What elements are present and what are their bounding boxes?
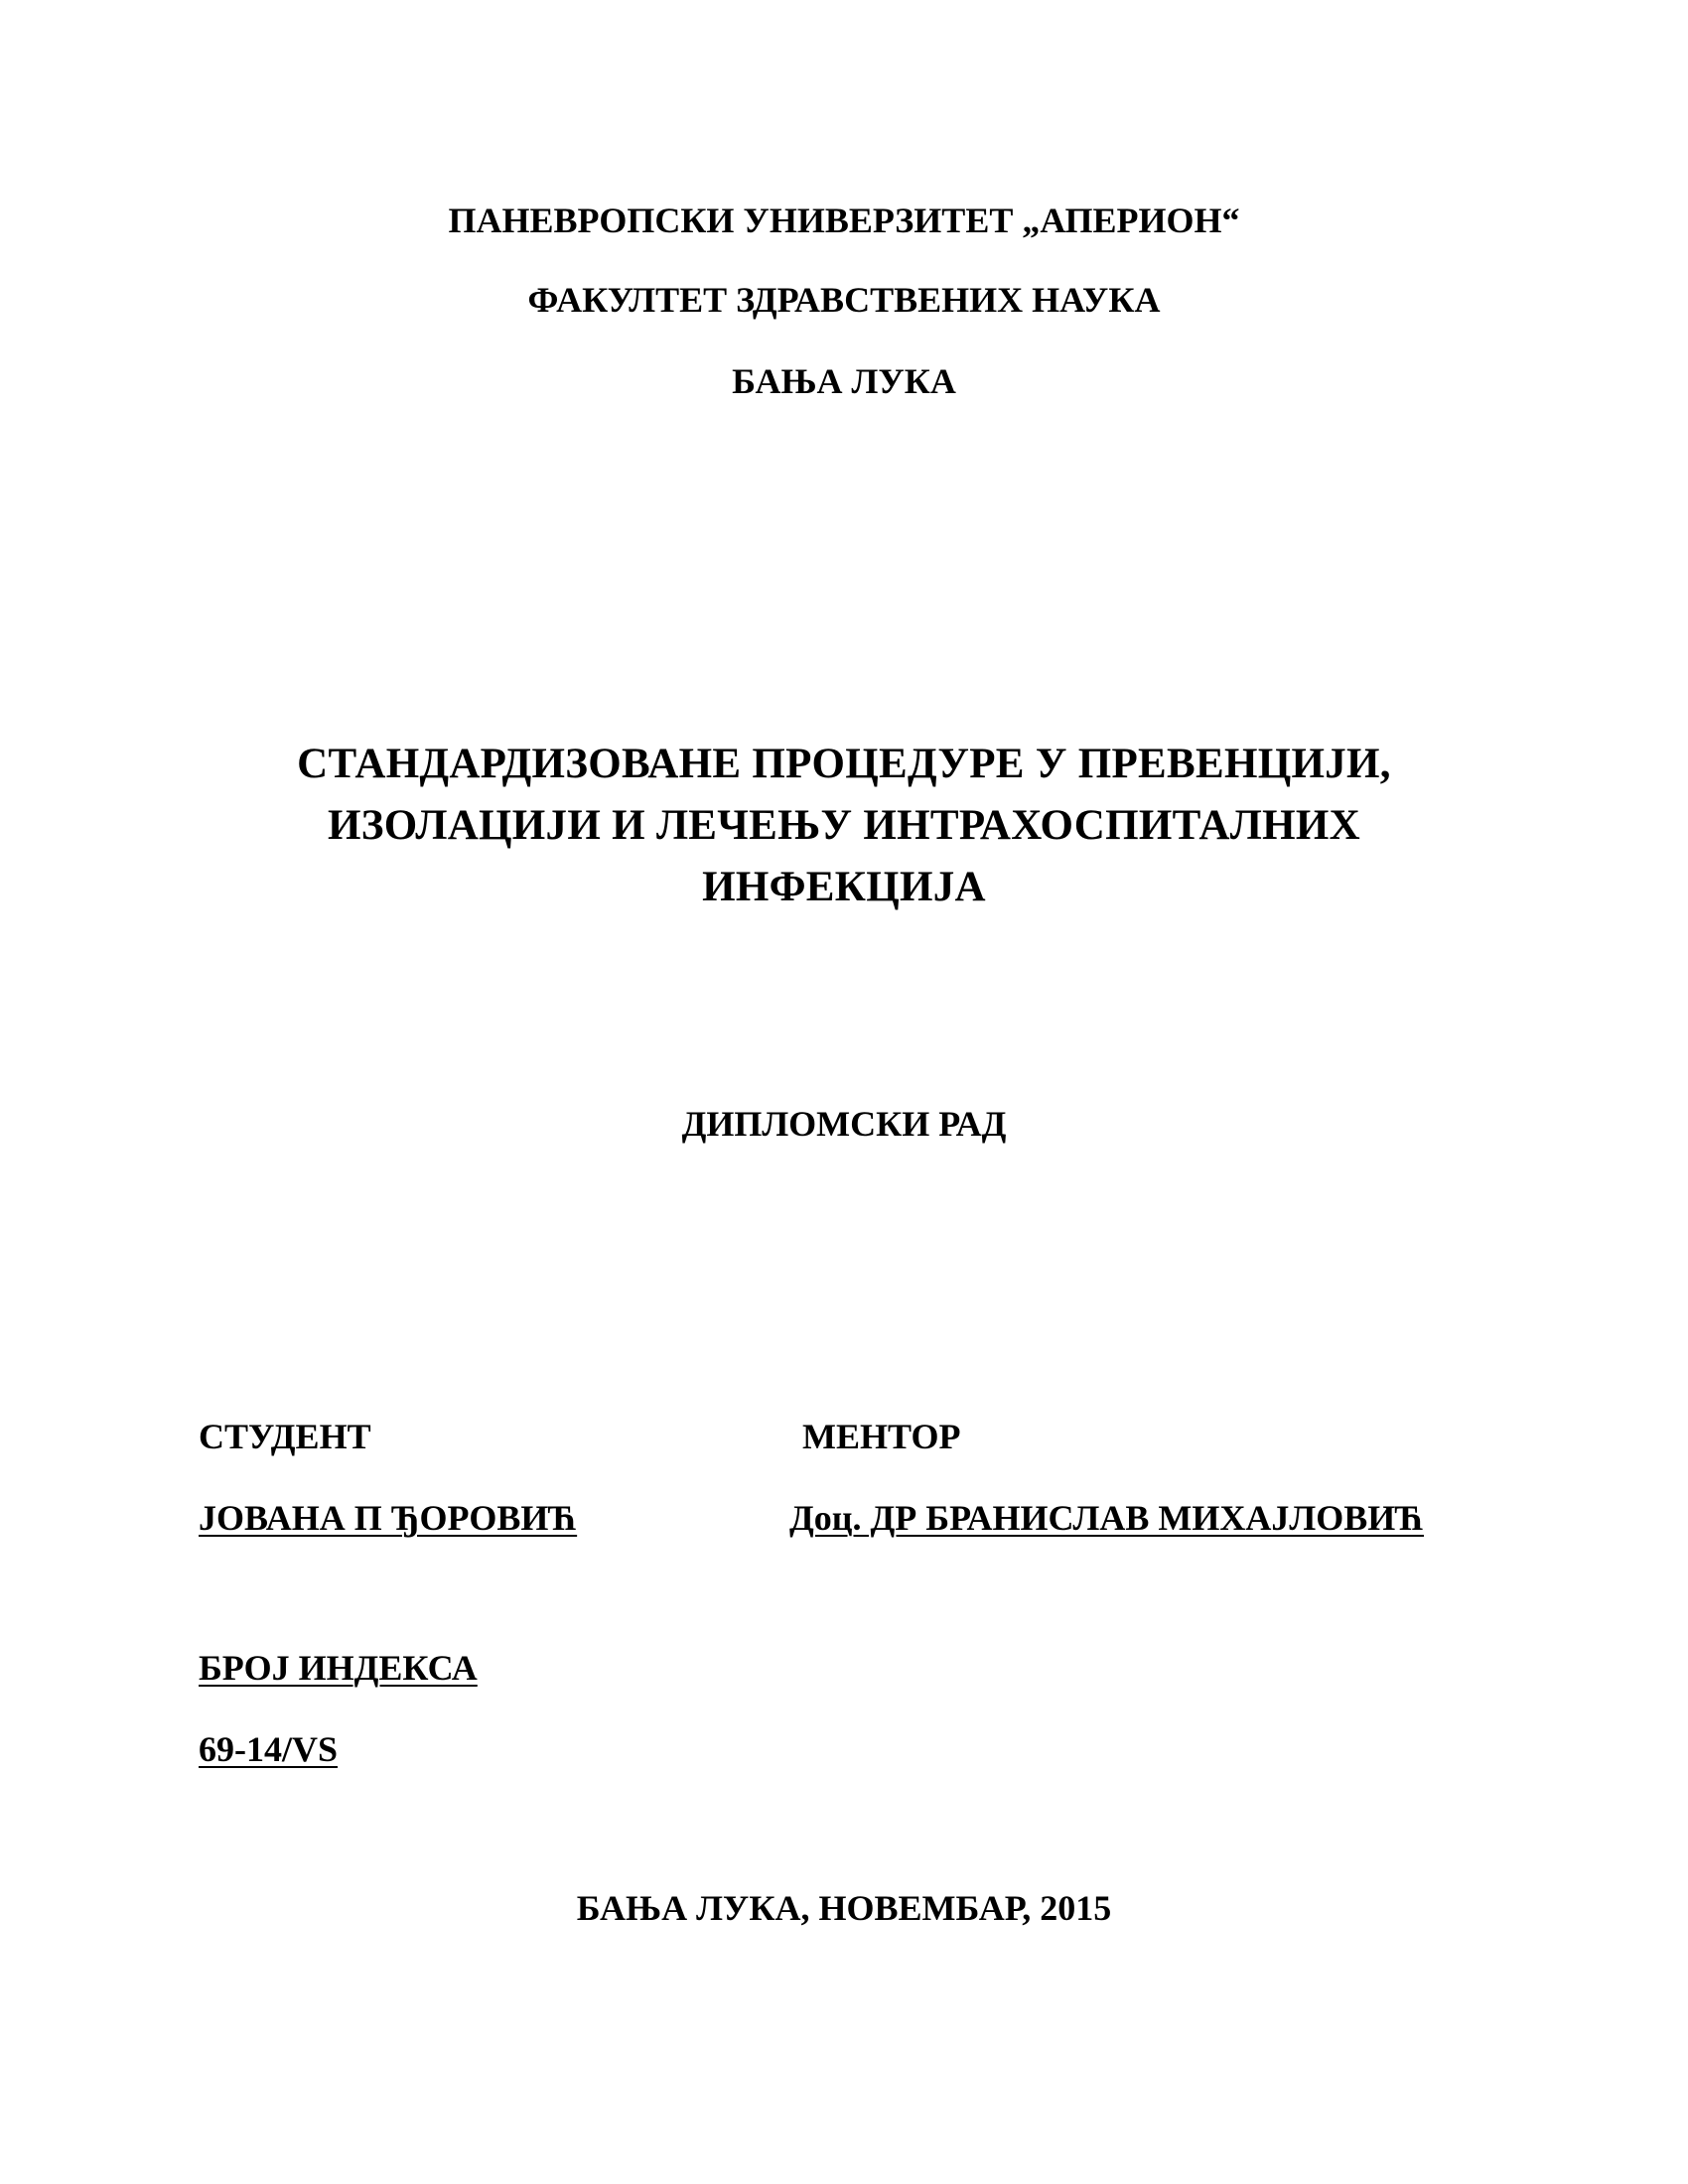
index-number: 69-14/VS: [199, 1729, 339, 1769]
thesis-title-line-2: ИЗОЛАЦИЈИ И ЛЕЧЕЊУ ИНТРАХОСПИТАЛНИХ: [328, 802, 1360, 849]
student-label: СТУДЕНТ: [199, 1417, 371, 1456]
mentor-name: Доц. ДР БРАНИСЛАВ МИХАЈЛОВИЋ: [789, 1498, 1424, 1538]
mentor-label: МЕНТОР: [802, 1417, 961, 1456]
student-name: ЈОВАНА П ЂОРОВИЋ: [199, 1498, 578, 1538]
thesis-title-line-1: СТАНДАРДИЗОВАНЕ ПРОЦЕДУРЕ У ПРЕВЕНЦИЈИ,: [297, 741, 1391, 787]
faculty-name: ФАКУЛТЕТ ЗДРАВСТВЕНИХ НАУКА: [527, 280, 1161, 320]
header-city: БАЊА ЛУКА: [732, 361, 956, 401]
index-label: БРОЈ ИНДЕКСА: [199, 1648, 478, 1688]
place-and-date: БАЊА ЛУКА, НОВЕМБАР, 2015: [576, 1888, 1112, 1928]
thesis-type: ДИПЛОМСКИ РАД: [681, 1104, 1007, 1144]
university-name: ПАНЕВРОПСКИ УНИВЕРЗИТЕТ „АПЕРИОН“: [448, 201, 1240, 240]
thesis-title-line-3: ИНФЕКЦИЈА: [702, 864, 986, 910]
